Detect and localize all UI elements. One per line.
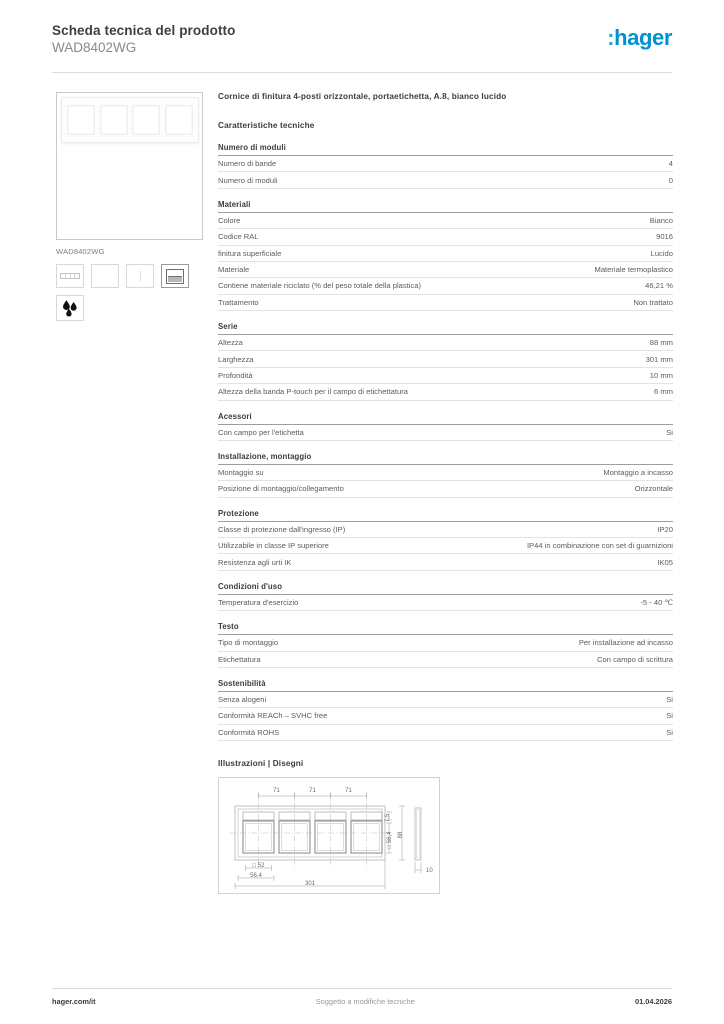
logo-colon-icon: : (607, 25, 615, 50)
spec-row (218, 351, 673, 367)
spec-key: Posizione di montaggio/collegamento (218, 484, 344, 494)
dim-inner-width: 56,4 (250, 873, 262, 879)
header-divider (52, 72, 672, 73)
spec-row (218, 368, 673, 384)
spec-row (218, 335, 673, 351)
spec-value: 9016 (656, 232, 673, 242)
footer-disclaimer: Soggetto a modifiche tecniche (315, 997, 415, 1006)
spec-row (218, 384, 673, 400)
spec-value: -5 - 40 ℃ (640, 597, 673, 607)
page-subtitle-code: WAD8402WG (52, 40, 137, 55)
spec-section (218, 509, 673, 571)
spec-key: Conformità ROHS (218, 727, 280, 737)
spec-row (218, 595, 673, 611)
spec-key: Resistenza agli urti IK (218, 557, 292, 567)
spec-row (218, 635, 673, 651)
spec-section (218, 679, 673, 741)
spec-sections (218, 143, 673, 741)
frame-cell (165, 105, 193, 135)
spec-value: Si (666, 427, 673, 437)
spec-key: Larghezza (218, 354, 254, 364)
page-title: Scheda tecnica del prodotto (52, 23, 236, 38)
frame-cell (132, 105, 160, 135)
tech-specs-title: Caratteristiche tecniche (218, 121, 315, 130)
spec-section (218, 412, 673, 441)
drawings-title: Illustrazioni | Disegni (218, 759, 304, 768)
spec-value: 46,21 % (645, 281, 673, 291)
footer-divider (52, 988, 672, 989)
technical-drawing (218, 777, 440, 894)
product-image-caption: WAD8402WG (56, 247, 105, 256)
spec-row (218, 156, 673, 172)
hager-logo (607, 26, 672, 50)
spec-row (218, 522, 673, 538)
dim-total-width: 301 (304, 881, 316, 887)
spec-key: Altezza (218, 338, 243, 348)
specifications-column (218, 92, 673, 894)
product-frame-graphic (61, 97, 199, 143)
spec-row (218, 465, 673, 481)
spec-section (218, 452, 673, 498)
spec-value: 88 mm (649, 338, 673, 348)
frame-cell (67, 105, 95, 135)
spec-row (218, 278, 673, 294)
page-footer (52, 997, 672, 1006)
spec-value: 6 mm (654, 387, 673, 397)
spec-row (218, 652, 673, 668)
footer-date: 01.04.2026 (634, 997, 672, 1006)
spec-value: Si (666, 695, 673, 705)
spec-row (218, 246, 673, 262)
spec-key: Temperatura d'esercizio (218, 597, 299, 607)
spec-section-heading: Numero di moduli (218, 143, 673, 156)
spec-value: IK05 (657, 557, 673, 567)
spec-value: Non trattato (633, 297, 673, 307)
page-header (52, 22, 672, 66)
spec-section (218, 582, 673, 611)
spec-value: Montaggio a incasso (603, 468, 673, 478)
product-image (56, 92, 203, 240)
dim-inner-square: □ 52 (252, 863, 265, 869)
spec-section-heading: Testo (218, 622, 673, 635)
spec-value: Bianco (649, 215, 673, 225)
spec-value: 301 mm (645, 354, 673, 364)
dim-cutout-square: □ 56,4 (387, 831, 393, 849)
drawing-svg (219, 778, 439, 893)
spec-key: Tipo di montaggio (218, 638, 279, 648)
spec-key: Con campo per l'etichetta (218, 427, 304, 437)
spec-value: Si (666, 711, 673, 721)
spec-row (218, 213, 673, 229)
spec-key: Trattamento (218, 297, 259, 307)
spec-section-heading: Serie (218, 322, 673, 335)
spec-value: Per installazione ad incasso (578, 638, 673, 648)
spec-value: Orizzontale (634, 484, 673, 494)
spec-key: finitura superficiale (218, 248, 282, 258)
spec-section-heading: Sostenibilità (218, 679, 673, 692)
spec-key: Altezza della banda P-touch per il campo di etichettatura (218, 387, 408, 397)
dim-pitch-1: 71 (273, 788, 280, 794)
spec-row (218, 725, 673, 741)
dim-pitch-3: 71 (345, 788, 352, 794)
frame-cell (100, 105, 128, 135)
spec-key: Numero di moduli (218, 175, 278, 185)
spec-section (218, 322, 673, 401)
spec-section-heading: Materiali (218, 200, 673, 213)
spec-key: Conformità REACh – SVHC free (218, 711, 328, 721)
spec-value: Con campo di scrittura (597, 654, 673, 664)
dim-depth: 10 (426, 868, 433, 874)
spec-key: Colore (218, 215, 241, 225)
vertical-line-icon (140, 271, 141, 282)
spec-row (218, 172, 673, 188)
spec-key: Profondità (218, 370, 253, 380)
spec-value: IP44 in combinazione con set di guarnizioni (526, 541, 673, 551)
spec-section-heading: Protezione (218, 509, 673, 522)
thumb-document[interactable] (161, 264, 189, 288)
frame-strip-icon (60, 273, 80, 279)
spec-value: IP20 (657, 524, 673, 534)
spec-row (218, 481, 673, 497)
spec-key: Classe di protezione dall'ingresso (IP) (218, 524, 346, 534)
spec-row (218, 708, 673, 724)
document-icon (166, 269, 184, 284)
product-description: Cornice di finitura 4-posti orizzontale, portaetichetta, A.8, bianco lucido (218, 92, 507, 101)
dim-pitch-2: 71 (309, 788, 316, 794)
spec-value: 10 mm (649, 370, 673, 380)
spec-value: Lucido (650, 248, 673, 258)
spec-row (218, 425, 673, 441)
spec-value: 0 (668, 175, 673, 185)
thumbnail-strip (56, 264, 204, 288)
spec-row (218, 538, 673, 554)
spec-key: Numero di bande (218, 159, 277, 169)
spec-key: Materiale (218, 265, 250, 275)
spec-section (218, 143, 673, 189)
logo-wordmark: hager (614, 25, 672, 50)
spec-section-heading: Installazione, montaggio (218, 452, 673, 465)
spec-value: 4 (668, 159, 673, 169)
dim-total-height: 88 (398, 831, 404, 839)
product-media-column (56, 92, 204, 321)
thumb-line[interactable] (126, 264, 154, 288)
spec-row (218, 262, 673, 278)
spec-row (218, 554, 673, 570)
spec-key: Contiene materiale riciclato (% del peso totale della plastica) (218, 281, 422, 291)
spec-row (218, 692, 673, 708)
dim-band-height: 7,5 (385, 813, 391, 823)
spec-key: Codice RAL (218, 232, 259, 242)
spec-section-heading: Acessori (218, 412, 673, 425)
spec-row (218, 229, 673, 245)
spec-value: Materiale termoplastico (594, 265, 673, 275)
spec-section (218, 200, 673, 311)
water-drops-icon (61, 299, 80, 317)
spec-key: Etichettatura (218, 654, 261, 664)
spec-section-heading: Condizioni d'uso (218, 582, 673, 595)
thumb-frame-strip[interactable] (56, 264, 84, 288)
spec-key: Montaggio su (218, 468, 264, 478)
footer-website[interactable]: hager.com/it (52, 997, 96, 1006)
spec-key: Utilizzabile in classe IP superiore (218, 541, 329, 551)
spec-row (218, 295, 673, 311)
spec-key: Senza alogeni (218, 695, 267, 705)
spec-value: Si (666, 727, 673, 737)
thumb-water-drops[interactable] (56, 295, 84, 321)
badge-strip (56, 295, 204, 321)
spec-section (218, 622, 673, 668)
thumb-blank[interactable] (91, 264, 119, 288)
